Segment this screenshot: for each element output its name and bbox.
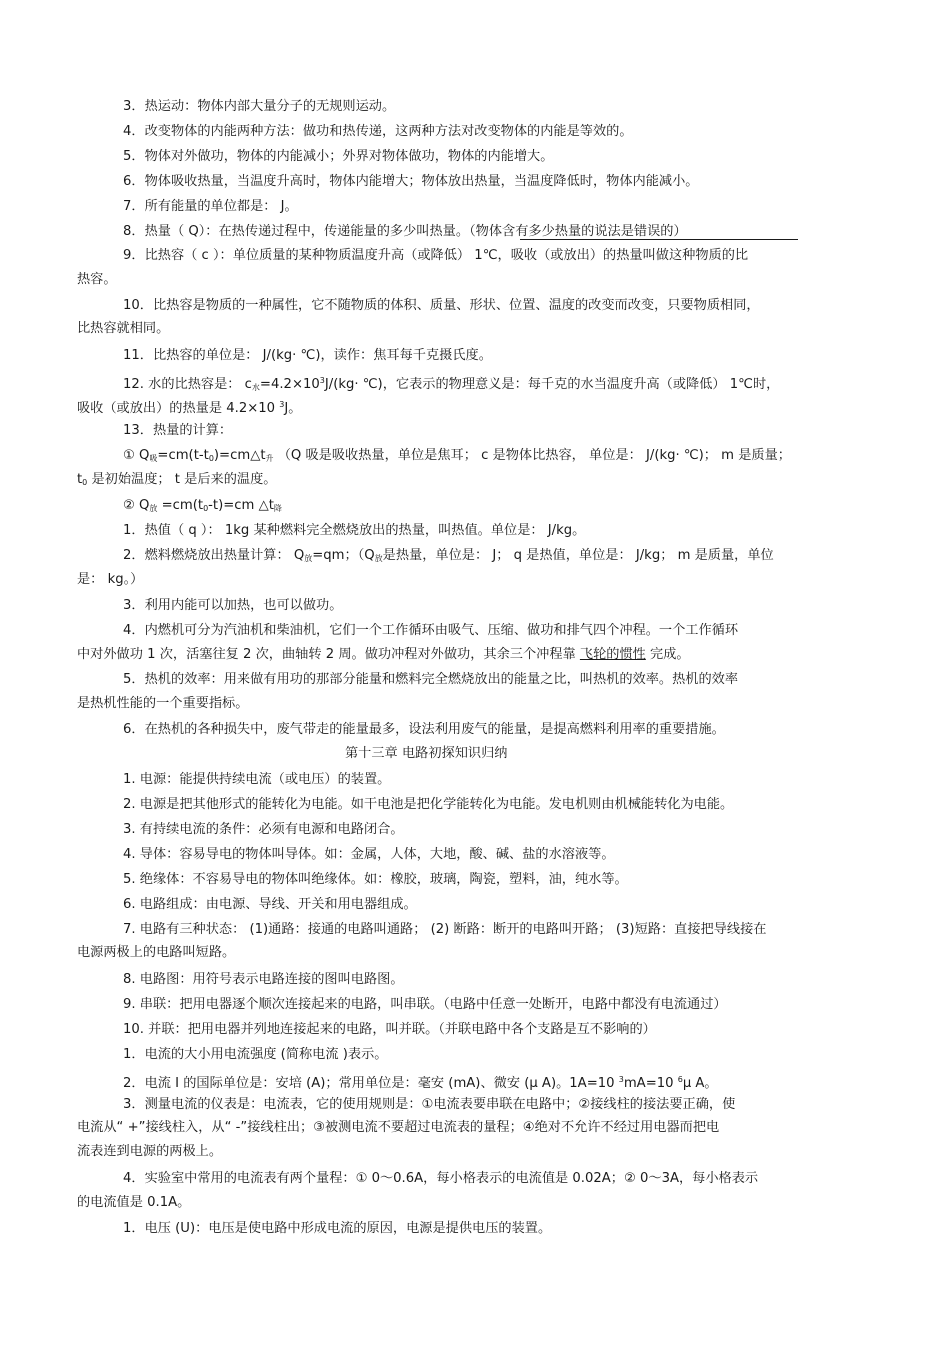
text-line: 电源两极上的电路叫短路。 [77,945,236,960]
text-line: 电流从“ +”接线柱入，从“ -”接线柱出；③被测电流不要超过电流表的量程；④绝对不允许不经过用电器而把电 [77,1120,720,1135]
text-line: $t_0$ 是初始温度； t 是后来的温度。 [77,472,277,487]
text-line: 4．实验室中常用的电流表有两个量程：① 0～0.6A，每小格表示的电流值是 0.02A；② 0～3A，每小格表示 [123,1171,759,1186]
text-line: 的电流值是 0.1A。 [77,1195,191,1210]
text-line: 4. 导体：容易导电的物体叫导体。如：金属，人体，大地，酸、碱、盐的水溶液等。 [123,847,615,862]
text-line: 5. 绝缘体：不容易导电的物体叫绝缘体。如：橡胶，玻璃，陶瓷，塑料，油，纯水等。 [123,872,628,887]
text-line: 是： kg。） [77,572,144,587]
text-line: 3. 有持续电流的条件：必须有电源和电路闭合。 [123,822,404,837]
text-line: 2．电流 I 的国际单位是：安培 (A)；常用单位是：毫安 (mA)、微安 (μ A)。1A=10 $^3$mA=10 $^6$μ A。 [123,1075,718,1091]
text-line: 2. 电源是把其他形式的能转化为电能。如干电池是把化学能转化为电能。发电机则由机械能转化为电能。 [123,797,734,812]
text-line: 10．比热容是物质的一种属性，它不随物质的体积、质量、形状、位置、温度的改变而改变，只要物质相同， [123,298,760,313]
text-line: 4．内燃机可分为汽油机和柴油机，它们一个工作循环由吸气、压缩、做功和排气四个冲程。一个工作循环 [123,623,739,638]
text-line: 6．物体吸收热量，当温度升高时，物体内能增大；物体放出热量，当温度降低时，物体内能减小。 [123,174,699,189]
text-line: 吸收（或放出）的热量是 4.2×10 $^3$J。 [77,400,302,416]
text-line: 3．利用内能可以加热，也可以做功。 [123,598,343,613]
text-line: 9．比热容（ c ）：单位质量的某种物质温度升高（或降低） 1℃，吸收（或放出）的热量叫做这种物质的比 [123,248,749,263]
formula-line: ① $Q_吸=cm(t-t_0)=cm\triangle t_升$ （Q 吸是吸收热量，单位是焦耳； c 是物体比热容， 单位是： J/(kg· ℃)； m 是质量； [123,448,791,463]
text-line: 热容。 [77,272,117,287]
text-line: 1．热值（ q ）： 1kg 某种燃料完全燃烧放出的热量，叫热值。单位是： J/kg。 [123,523,586,538]
text-line: 11．比热容的单位是： J/(kg· ℃)，读作：焦耳每千克摄氏度。 [123,348,492,363]
text-line: 13．热量的计算： [123,423,233,438]
text-line: 8．热量（ Q）：在热传递过程中，传递能量的多少叫热量。（物体含有多少热量的说法是错误的） [123,224,687,239]
text-line: 6. 电路组成：由电源、导线、开关和用电器组成。 [123,897,417,912]
text-line: 流表连到电源的两极上。 [77,1144,223,1159]
text-line: 4．改变物体的内能两种方法：做功和热传递，这两种方法对改变物体的内能是等效的。 [123,124,633,139]
text-line: 8. 电路图：用符号表示电路连接的图叫电路图。 [123,972,404,987]
text-line: 12. 水的比热容是： $c_水=4.2\times 10^3J/(kg\cdot$ ℃)，它表示的物理意义是：每千克的水当温度升高（或降低） 1℃时， [123,376,780,392]
text-line: 2．燃料燃烧放出热量计算： $Q_放=qm$；（$Q_放$是热量，单位是： J； q 是热值，单位是： J/kg； m 是质量，单位 [123,548,774,563]
text-line: 5．热机的效率：用来做有用功的那部分能量和燃料完全燃烧放出的能量之比，叫热机的效率。热机的效率 [123,672,739,687]
text-line: 3．热运动：物体内部大量分子的无规则运动。 [123,99,396,114]
text-line: 7．所有能量的单位都是： J。 [123,199,298,214]
chapter-title: 第十三章 电路初探知识归纳 [345,746,508,761]
text-line: 10. 并联：把用电器并列地连接起来的电路，叫并联。（并联电路中各个支路是互不影响的） [123,1022,656,1037]
text-line: 9. 串联：把用电器逐个顺次连接起来的电路，叫串联。（电路中任意一处断开，电路中都没有电流通过） [123,997,727,1012]
underlined-answer: 飞轮的惯性 [579,647,646,662]
text-line: 1. 电源：能提供持续电流（或电压）的装置。 [123,772,391,787]
text-line: 比热容就相同。 [77,321,170,336]
text-line: 1．电压 (U)：电压是使电路中形成电流的原因，电源是提供电压的装置。 [123,1221,552,1236]
text-line: 中对外做功 1 次，活塞往复 2 次，曲轴转 2 周。做功冲程对外做功，其余三个冲程靠 飞轮的惯性 完成。 [77,647,690,662]
text-line: 3．测量电流的仪表是：电流表，它的使用规则是：①电流表要串联在电路中；②接线柱的接法要正确，使 [123,1097,736,1112]
text-line: 是热机性能的一个重要指标。 [77,696,249,711]
text-line: 5．物体对外做功，物体的内能减小；外界对物体做功，物体的内能增大。 [123,149,554,164]
underline-rule [520,239,798,240]
text-line: 6．在热机的各种损失中，废气带走的能量最多，设法利用废气的能量，是提高燃料利用率的重要措施。 [123,722,725,737]
formula-line: ② $Q_放 =cm(t_0-t)=cm$ $\triangle t_降$ [123,498,282,513]
text-line: 7. 电路有三种状态： (1)通路：接通的电路叫通路； (2) 断路：断开的电路叫开路； (3)短路：直接把导线接在 [123,922,767,937]
text-line: 1．电流的大小用电流强度 (简称电流 )表示。 [123,1047,388,1062]
